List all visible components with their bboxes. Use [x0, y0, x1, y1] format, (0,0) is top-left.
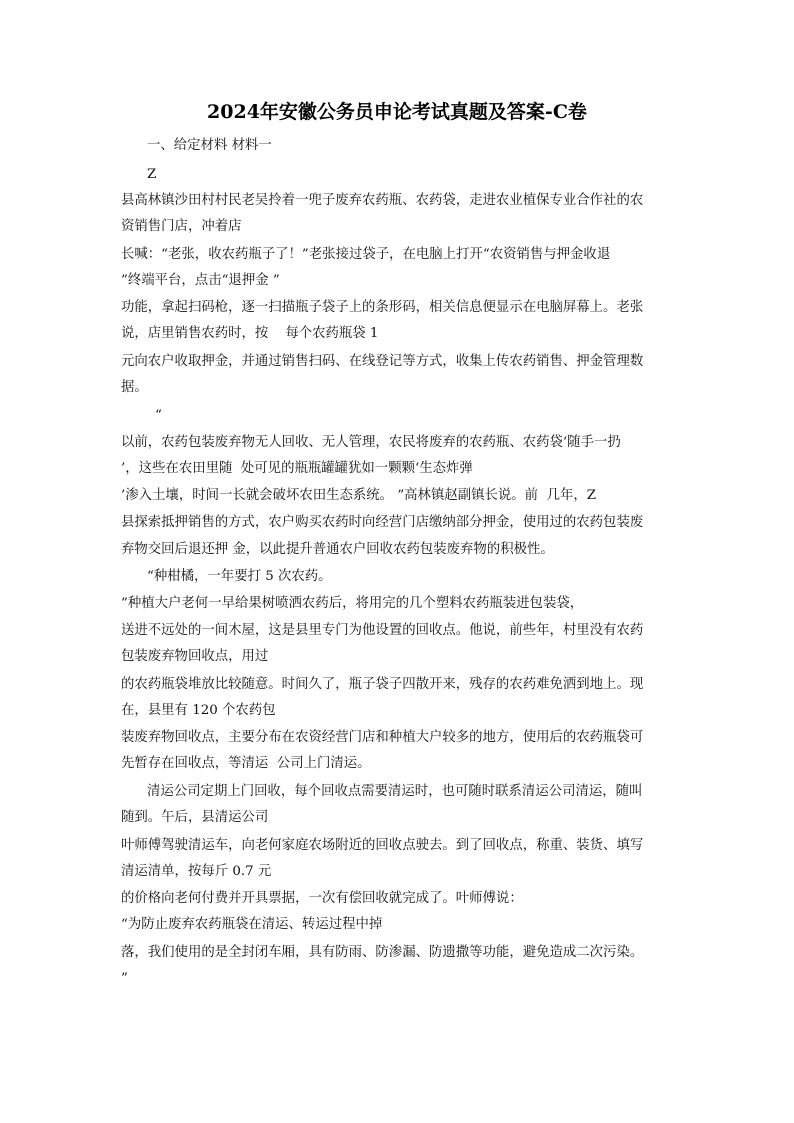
paragraph-line: 长喊：“老张，收农药瓶子了！”老张接过袋子，在电脑上打开“农资销售与押金收退 — [121, 247, 611, 262]
paragraph-line: 说，店里销售农药时，按 每个农药瓶袋 1 — [121, 326, 379, 341]
paragraph-line: ’，这些在农田里随 处可见的瓶瓶罐罐犹如一颗颗‘生态炸弹 — [121, 461, 473, 476]
paragraph-line: 功能，拿起扫码枪，逐一扫描瓶子袋子上的条形码，相关信息便显示在电脑屏幕上。老张 — [121, 300, 644, 315]
paragraph-line: 县高林镇沙田村村民老吴拎着一兜子废弃农药瓶、农药袋，走进农业植保专业合作社的农 — [121, 193, 644, 208]
paragraph-line: 的价格向老何付费并开具票据，一次有偿回收就完成了。叶师傅说： — [121, 891, 523, 906]
paragraph-line: 在，县里有 120 个农药包 — [121, 703, 276, 718]
paragraph-line: “种柑橘，一年要打 5 次农药。 — [147, 569, 332, 584]
paragraph-line: 随到。午后，县清运公司 — [121, 810, 269, 825]
paragraph-line: 落，我们使用的是全封闭车厢，具有防雨、防渗漏、防遗撒等功能，避免造成二次污染。 — [121, 945, 644, 960]
paragraph-line: 清运清单，按每斤 0.7 元 — [121, 864, 272, 879]
paragraph-line: ’渗入土壤，时间一长就会破坏农田生态系统。 ”高林镇赵副镇长说。前 几年，Z — [121, 488, 597, 503]
paragraph-line: 先暂存在回收点，等清运 公司上门清运。 — [121, 756, 371, 771]
paragraph-line: 资销售门店，冲着店 — [121, 219, 242, 234]
paragraph-line: 叶师傅驾驶清运车，向老何家庭农场附近的回收点驶去。到了回收点，称重、装货、填写 — [121, 838, 644, 853]
paragraph-line: Z — [147, 167, 157, 182]
paragraph-line: 弃物交回后退还押 金，以此提升普通农户回收农药包装废弃物的积极性。 — [121, 542, 554, 557]
paragraph-line: 装废弃物回收点，主要分布在农资经营门店和种植大户较多的地方，使用后的农药瓶袋可 — [121, 730, 644, 745]
paragraph-line: “为防止废弃农药瓶袋在清运、转运过程中掉 — [121, 917, 383, 932]
paragraph-line: 据。 — [121, 380, 148, 395]
paragraph-line: ”终端平台，点击“退押金 ” — [121, 273, 280, 288]
paragraph-line: 元向农户收取押金，并通过销售扫码、在线登记等方式，收集上传农药销售、押金管理数 — [121, 354, 644, 369]
paragraph-line: “ — [155, 408, 162, 423]
paragraph-line: 清运公司定期上门回收，每个回收点需要清运时，也可随时联系清运公司清运，随叫 — [147, 784, 643, 799]
paragraph-line: 包装废弃物回收点，用过 — [121, 649, 269, 664]
paragraph-line: 送进不远处的一间木屋，这是县里专门为他设置的回收点。他说，前些年，村里没有农药 — [121, 623, 644, 638]
paragraph-line: ” — [121, 971, 128, 986]
paragraph-line: 县探索抵押销售的方式，农户购买农药时向经营门店缴纳部分押金，使用过的农药包装废 — [121, 515, 644, 530]
paragraph-line: ”种植大户老何一早给果树喷洒农药后，将用完的几个塑料农药瓶装进包装袋， — [121, 596, 584, 611]
section-heading: 一、给定材料 材料一 — [147, 138, 272, 153]
paragraph-line: 的农药瓶袋堆放比较随意。时间久了，瓶子袋子四散开来，残存的农药难免洒到地上。现 — [121, 677, 644, 692]
document-title: 2024年安徽公务员申论考试真题及答案-C卷 — [207, 101, 587, 123]
paragraph-line: 以前，农药包装废弃物无人回收、无人管理，农民将废弃的农药瓶、农药袋‘随手一扔 — [121, 435, 621, 450]
